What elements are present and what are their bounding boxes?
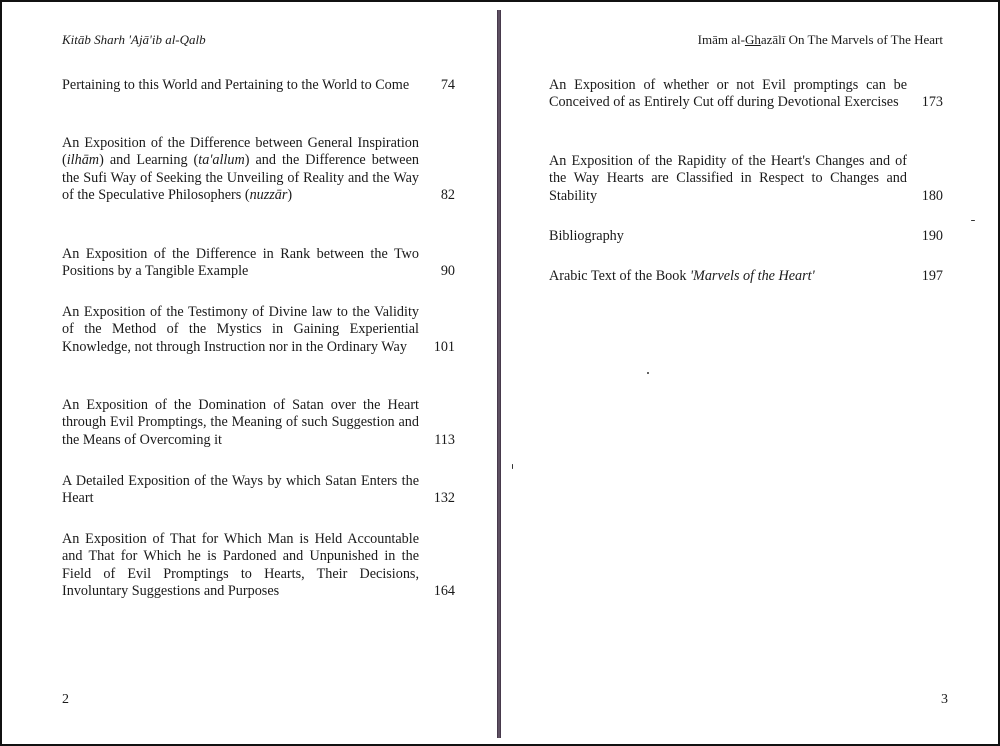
scan-speck bbox=[647, 372, 649, 374]
toc-entry-title: Arabic Text of the Book 'Marvels of the Heart' bbox=[549, 268, 815, 284]
toc-entry-page: 164 bbox=[433, 583, 455, 600]
running-head-right: Imām al-Ghazālī On The Marvels of The Heart bbox=[697, 32, 943, 47]
toc-entry-title: An Exposition of the Rapidity of the Heart's Changes and of the Way Hearts are Classified in Respect to Changes and Stability bbox=[549, 153, 907, 204]
toc-entry-title: A Detailed Exposition of the Ways by which Satan Enters the Heart bbox=[62, 473, 419, 507]
toc-entry-page: 197 bbox=[921, 268, 943, 284]
scan-speck bbox=[971, 220, 975, 221]
toc-entry bbox=[62, 531, 455, 601]
toc-entry-title: Pertaining to this World and Pertaining to the World to Come bbox=[62, 77, 410, 93]
toc-entry bbox=[62, 304, 455, 356]
page-number-right: 3 bbox=[941, 692, 948, 707]
toc-entry-page: 190 bbox=[921, 228, 943, 244]
toc-entry-page: 132 bbox=[433, 490, 455, 507]
toc-entry-page: 90 bbox=[440, 263, 455, 280]
left-page bbox=[2, 2, 497, 744]
toc-entry bbox=[549, 77, 943, 112]
toc-entry-title: Bibliography bbox=[549, 228, 624, 244]
toc-entry-title: An Exposition of the Testimony of Divine law to the Validity of the Method of the Mystics in Gaining Experiential Knowledge, not through Instruction nor in the Ordinary Way bbox=[62, 304, 419, 355]
toc-entry-title: An Exposition of whether or not Evil promptings can be Conceived of as Entirely Cut off during Devotional Exercises bbox=[549, 77, 907, 111]
toc-entry bbox=[549, 268, 943, 285]
toc-entry bbox=[549, 228, 943, 245]
toc-entry-title: An Exposition of the Difference between General Inspiration (ilhām) and Learning (ta'allum) and the Difference between the Sufi Way of Seeking the Unveiling of Reality and the Way of the Speculative Philosophers (nuzzār) bbox=[62, 135, 419, 204]
toc-entry bbox=[549, 153, 943, 205]
toc-entry bbox=[62, 397, 455, 449]
toc-entry bbox=[62, 135, 455, 205]
toc-entry bbox=[62, 77, 455, 94]
scan-speck bbox=[512, 464, 513, 469]
page-number-left: 2 bbox=[62, 692, 69, 707]
toc-entry-title: An Exposition of That for Which Man is Held Accountable and That for Which he is Pardoned and Unpunished in the Field of Evil Promptings to Hearts, Their Decisions, Involuntary Suggestions and Purposes bbox=[62, 531, 419, 600]
toc-entry-page: 180 bbox=[921, 187, 943, 204]
running-head-left: Kitāb Sharh 'Ajā'ib al-Qalb bbox=[62, 32, 206, 47]
right-page bbox=[501, 2, 998, 744]
toc-entry-page: 173 bbox=[921, 94, 943, 111]
toc-entry-title: An Exposition of the Difference in Rank between the Two Positions by a Tangible Example bbox=[62, 246, 419, 280]
toc-entry-page: 113 bbox=[434, 431, 455, 448]
toc-entry-page: 82 bbox=[440, 187, 455, 204]
toc-entry bbox=[62, 473, 455, 508]
toc-entry-title: An Exposition of the Domination of Satan over the Heart through Evil Promptings, the Meaning of such Suggestion and the Means of Overcoming it bbox=[62, 397, 419, 448]
toc-entry-page: 101 bbox=[433, 338, 455, 355]
toc-entry-page: 74 bbox=[440, 77, 455, 93]
toc-entry bbox=[62, 246, 455, 281]
